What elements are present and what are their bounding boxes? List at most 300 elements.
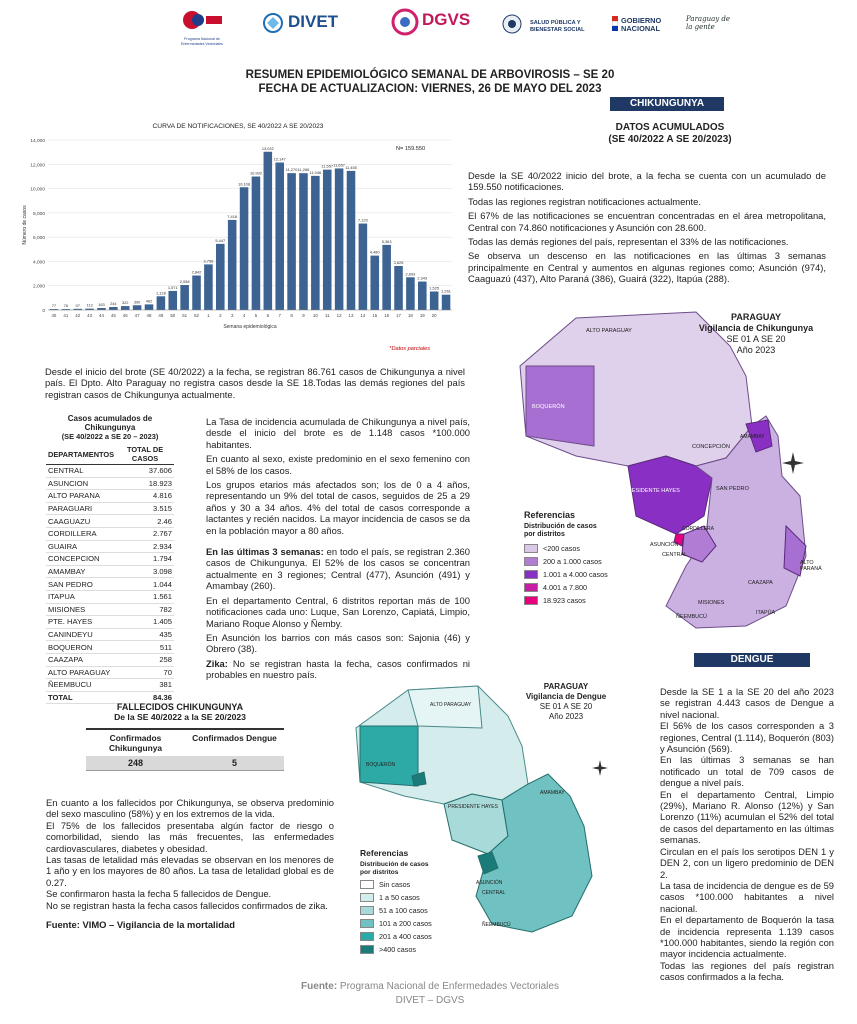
bar-data-label: 5,447 <box>215 237 226 243</box>
chart-annotation: N= 159.550 <box>396 146 426 152</box>
dengue-label-boq: BOQUERÓN <box>366 762 396 768</box>
x-tick-label: 10 <box>312 313 318 318</box>
chik-label-itap: ITAPÚA <box>756 610 776 616</box>
bar-data-label: 462 <box>145 298 153 304</box>
bar <box>252 177 261 310</box>
x-tick-label: 5 <box>254 313 258 318</box>
x-tick-label: 15 <box>372 313 378 318</box>
bar-data-label: 7,120 <box>358 217 368 223</box>
dengue-legend-item <box>360 917 460 930</box>
table-row <box>46 490 174 503</box>
chik-legend-label: 4.001 a 7.800 <box>543 583 587 592</box>
bar-data-label: 10,108 <box>238 181 251 187</box>
dengue-compass-icon <box>592 760 608 781</box>
fall-p5: No se registran hasta la fecha casos fallecidos confirmados de zika. <box>46 899 328 911</box>
bar <box>240 187 249 310</box>
gobierno-text: GOBIERNO NACIONAL <box>621 16 662 33</box>
fallecidos-title1: FALLECIDOS CHIKUNGUNYA <box>116 702 244 712</box>
datos-acumulados-text <box>468 170 826 288</box>
table-row <box>46 653 174 666</box>
x-tick-label: 48 <box>146 313 152 318</box>
dept-name: CONCEPCION <box>46 553 116 566</box>
chik-label-caaz: CAAZAPA <box>748 580 773 586</box>
chik-legend-swatch <box>524 583 538 592</box>
dept-total: 2.46 <box>116 515 174 528</box>
dengue-legend-sub: Distribución de casos por distritos <box>360 861 429 876</box>
mid-p2: En cuanto al sexo, existe predominio en el sexo femenino con el 58% de los casos. <box>206 453 470 476</box>
x-tick-label: 4 <box>242 313 246 318</box>
datos-p2: Todas las regiones registran notificaciones actualmente. <box>468 195 701 207</box>
dengue-label-cen: CENTRAL <box>482 890 506 896</box>
chik-label-cord: CORDILLERA <box>682 526 714 532</box>
dept-name: MISIONES <box>46 603 116 616</box>
dept-name: ALTO PARANA <box>46 490 116 503</box>
bar <box>442 295 451 310</box>
title-line-1: RESUMEN EPIDEMIOLÓGICO SEMANAL DE ARBOVIROSIS – SE 20 <box>245 69 615 81</box>
dept-total: 37.606 <box>116 465 174 478</box>
table-row <box>46 590 174 603</box>
bar <box>382 245 391 310</box>
dengue-p7: En el departamento de Boquerón la tasa de incidencia representa 1.139 casos *100.000 habitantes, siendo la región con mayor incidencia actualmente. <box>660 914 834 960</box>
table-row <box>46 679 174 692</box>
x-tick-label: 14 <box>360 313 366 318</box>
bar <box>418 282 427 310</box>
bar-data-label: 2,058 <box>179 279 190 285</box>
dengue-map-title3: SE 01 A SE 20 <box>539 702 593 711</box>
chik-map-title2: Vigilancia de Chikungunya <box>698 323 814 333</box>
fallecidos-col1: Confirmados Chikungunya <box>108 733 163 753</box>
dept-total: 18.923 <box>116 477 174 490</box>
bar <box>133 305 142 310</box>
dengue-p3: En las últimas 3 semanas se han notificado un total de 709 casos de dengue a nivel país. <box>660 754 834 789</box>
bar-data-label: 322 <box>121 300 129 306</box>
dept-name: SAN PEDRO <box>46 578 116 591</box>
dengue-p1: Desde la SE 1 a la SE 20 del año 2023 se registran 4.443 casos de Dengue a nivel nacional. <box>660 686 834 720</box>
mid-p4-bold: En las últimas 3 semanas: <box>206 546 324 558</box>
footer-fuente: Programa Nacional de Enfermedades Vectoriales <box>337 981 559 992</box>
dengue-legend-item <box>360 943 460 956</box>
fallecidos-col2: Confirmados Dengue <box>192 733 277 743</box>
chik-legend-item <box>524 594 644 607</box>
mid-p1: La Tasa de incidencia acumulada de Chikungunya a nivel país, desde el inicio del brote es de 1.148 casos *100.000 habitantes. <box>206 416 470 450</box>
chik-legend-label: <200 casos <box>543 544 580 553</box>
x-tick-label: 13 <box>348 313 354 318</box>
chik-label-ap: ALTO PARANÁ <box>800 560 822 572</box>
dengue-p4: En el departamento Central, Limpio (29%), Mariano R. Alonso (12%) y San Lorenzo (11%) acumulan el 52% del total de casos del departamento en las últimas semanas. <box>660 788 834 846</box>
casos-table-title2: (SE 40/2022 a SE 20 – 2023) <box>61 432 159 441</box>
dept-name: GUAIRA <box>46 540 116 553</box>
dengue-text <box>660 686 834 983</box>
table-row <box>46 515 174 528</box>
y-tick-label: 2,000 <box>32 284 45 290</box>
dengue-p8: Todas las regiones del país registran casos confirmados a la fecha. <box>660 959 834 983</box>
middle-text <box>206 416 470 684</box>
x-tick-label: 43 <box>87 313 93 318</box>
dept-total: 511 <box>116 641 174 654</box>
x-tick-label: 50 <box>170 313 176 318</box>
bar-data-label: 97 <box>75 302 80 308</box>
fallecidos-v1: 248 <box>127 758 144 768</box>
paraguay-de-la-gente: Paraguay de la gente <box>686 15 731 31</box>
dengue-label-alto: ALTO PARAGUAY <box>430 702 472 708</box>
chik-legend-item <box>524 568 644 581</box>
dengue-legend-label: >400 casos <box>379 945 416 955</box>
x-tick-label: 3 <box>230 313 234 318</box>
dept-name: AMAMBAY <box>46 565 116 578</box>
y-tick-label: 6,000 <box>32 236 45 242</box>
bar <box>430 291 439 310</box>
bar <box>287 173 296 310</box>
dengue-legend-title: Referencias <box>360 848 409 858</box>
bar-data-label: 1,571 <box>167 284 178 290</box>
x-tick-label: 52 <box>194 313 199 318</box>
bar <box>311 176 320 310</box>
chik-legend-swatch <box>524 596 538 605</box>
dengue-p5: Circulan en el país los serotipos DEN 1 y DEN 2, con un ligero predominio de DEN 2. <box>660 845 834 880</box>
dept-name: CAAGUAZU <box>46 515 116 528</box>
gobierno-flag <box>612 16 618 32</box>
dengue-legend-swatch <box>360 932 374 941</box>
table-row <box>46 553 174 566</box>
dgvs-logo <box>390 8 420 41</box>
bar-data-label: 5,363 <box>381 238 392 244</box>
datos-p1: Desde la SE 40/2022 inicio del brote, a la fecha se cuenta con un acumulado de 159.550 notificaciones. <box>468 170 826 193</box>
bar-data-label: 2,693 <box>405 271 416 277</box>
bar-data-label: 3,756 <box>203 258 214 264</box>
x-tick-label: 1 <box>207 313 210 318</box>
chik-summary-text: Desde el inicio del brote (SE 40/2022) a la fecha, se registran 86.761 casos de Chikungunya a nivel país. El Dpto. Alto Paraguay no registra casos desde la SE 18.Todas las demás regiones del país registran casos de Chikungunya actualmente. <box>45 366 465 400</box>
dept-total: 2.934 <box>116 540 174 553</box>
fallecidos-v2: 5 <box>231 758 237 768</box>
chik-legend-label: 18.923 casos <box>543 596 586 605</box>
chik-label-amam: AMAMBAY <box>740 434 765 440</box>
dept-total: 1.405 <box>116 616 174 629</box>
x-tick-label: 7 <box>278 313 281 318</box>
chik-legend-sub: Distribución de casos por distritos <box>524 523 597 538</box>
dengue-label-asu: ASUNCIÓN <box>476 880 503 886</box>
footer-line2: DIVET – DGVS <box>395 995 465 1006</box>
dengue-legend-item <box>360 930 460 943</box>
dept-name: ÑEEMBUCU <box>46 679 116 692</box>
bar <box>168 291 177 310</box>
dengue-legend-swatch <box>360 945 374 954</box>
chik-label-cen: CENTRAL <box>662 552 688 558</box>
dengue-map-boqueron <box>360 726 418 786</box>
dengue-tag: DENGUE <box>694 653 810 667</box>
y-tick-label: 8,000 <box>32 211 45 217</box>
chik-map-title1: PARAGUAY <box>730 312 781 322</box>
dept-total: 3.098 <box>116 565 174 578</box>
dengue-label-amam: AMAMBAY <box>540 790 565 796</box>
dept-total: 2.767 <box>116 527 174 540</box>
fall-p2: El 75% de los fallecidos presentaba algún factor de riesgo o comorbilidad, siendo las más frecuentes, las enfermedades cardiovasculares, diabetes y obesidad. <box>46 819 334 854</box>
chik-legend-swatch <box>524 570 538 579</box>
bar <box>180 285 189 310</box>
mid-p3: Los grupos etarios más afectados son; los de 0 a 4 años, representando un 9% del total de casos, seguidos de 25 a 29 años y 30 a 34 años. 4% del total de casos corresponde a lactantes y recién nacidos. La mayor incidencia de casos se da en la población mayor a 80 años. <box>206 479 470 536</box>
bar <box>394 266 403 310</box>
y-tick-label: 12,000 <box>30 163 45 169</box>
bar <box>370 256 379 310</box>
dept-total: 4.816 <box>116 490 174 503</box>
fallecidos-title2: De la SE 40/2022 a la SE 20/2023 <box>114 712 246 722</box>
bar-data-label: 2,343 <box>417 275 428 281</box>
bar-data-label: 11,266 <box>297 167 310 173</box>
bar-data-label: 77 <box>51 303 57 309</box>
report-title <box>170 68 690 96</box>
fall-p3: Las tasas de letalidad más elevadas se observan en los menores de 1 año y en los mayores de 80 años. La tasa de letalidad global es de 0.27. <box>46 854 334 888</box>
dept-name: CANINDEYU <box>46 628 116 641</box>
dengue-legend-swatch <box>360 919 374 928</box>
dengue-label-neem: ÑEEMBUCÚ <box>482 922 511 928</box>
table-row <box>46 603 174 616</box>
bar-data-label: 76 <box>63 303 68 309</box>
fall-fuente: Fuente: VIMO – Vigilancia de la mortalidad <box>46 919 235 931</box>
fallecidos-text <box>46 797 334 933</box>
casos-table <box>46 444 174 704</box>
dept-total: 1.044 <box>116 578 174 591</box>
dengue-legend-label: 101 a 200 casos <box>379 919 432 929</box>
dept-name: CORDILLERA <box>46 527 116 540</box>
table-row <box>46 666 174 679</box>
bar <box>264 152 273 310</box>
chik-label-alto: ALTO PARAGUAY <box>586 328 632 334</box>
fallecidos-table <box>86 728 284 771</box>
notifications-chart <box>18 118 458 358</box>
chik-map-title <box>686 312 826 356</box>
chik-legend-title: Referencias <box>524 510 576 520</box>
table-row <box>46 578 174 591</box>
datos-title-1: DATOS ACUMULADOS <box>615 122 725 133</box>
dengue-legend-label: 201 a 400 casos <box>379 932 432 942</box>
chik-map-title4: Año 2023 <box>736 345 776 355</box>
chik-legend-label: 1.001 a 4.000 casos <box>543 570 608 579</box>
x-tick-label: 41 <box>63 313 69 318</box>
x-tick-label: 51 <box>182 313 188 318</box>
dengue-map-title <box>506 682 626 722</box>
bar-data-label: 2,842 <box>191 269 202 275</box>
mid-p4 <box>206 546 470 592</box>
dept-name: CAAZAPA <box>46 653 116 666</box>
bar <box>145 304 154 310</box>
dept-name: PTE. HAYES <box>46 616 116 629</box>
x-tick-label: 12 <box>336 313 342 318</box>
bar-data-label: 11,557 <box>321 163 334 169</box>
bar-data-label: 10,992 <box>249 170 262 176</box>
x-tick-label: 49 <box>158 313 164 318</box>
chik-legend-item <box>524 542 644 555</box>
x-axis-label: Semana epidemiológica <box>223 324 277 330</box>
bar <box>216 244 225 310</box>
bar <box>299 173 308 310</box>
x-tick-label: 47 <box>134 313 140 318</box>
datos-p3: El 67% de las notificaciones se encuentran concentradas en el área metropolitana, Central con 74.860 notificaciones y Asunción con 28.600. <box>468 210 826 233</box>
dengue-legend-item <box>360 878 460 891</box>
fall-p1: En cuanto a los fallecidos por Chikungunya, se observa predominio del sexo masculino (58%) y en los extremos de la vida. <box>46 797 334 820</box>
x-tick-label: 45 <box>110 313 116 318</box>
col-total: TOTAL DE CASOS <box>116 444 174 465</box>
bar-data-label: 11,046 <box>309 169 322 175</box>
bar-data-label: 113 <box>86 302 93 308</box>
dgvs-text: DGVS <box>422 10 471 29</box>
bar <box>359 224 368 310</box>
bar <box>157 296 166 310</box>
x-tick-label: 40 <box>51 313 57 318</box>
bar-data-label: 163 <box>98 302 105 308</box>
bar <box>323 170 332 310</box>
dept-total: 1.794 <box>116 553 174 566</box>
dengue-map-title2: Vigilancia de Dengue <box>525 692 607 701</box>
y-tick-label: 10,000 <box>30 187 45 193</box>
datos-p4: Todas las demás regiones del país, representan el 33% de las notificaciones. <box>468 236 789 248</box>
chikungunya-tag: CHIKUNGUNYA <box>610 97 724 111</box>
chik-label-asu: ASUNCIÓN <box>650 542 679 548</box>
casos-table-title1: Casos acumulados de Chikungunya <box>67 414 153 432</box>
dengue-legend-item <box>360 904 460 917</box>
chart-footnote: *Datos parciales <box>389 346 430 352</box>
bar-data-label: 1,525 <box>429 285 440 291</box>
chik-label-mis: MISIONES <box>698 600 725 606</box>
y-axis-label: Número de casos <box>22 205 28 245</box>
table-row <box>46 641 174 654</box>
dengue-legend-label: 1 a 50 casos <box>379 893 420 903</box>
total-value: 84.36 <box>116 691 174 704</box>
table-row <box>46 465 174 478</box>
bar <box>275 163 284 310</box>
x-tick-label: 44 <box>99 313 104 318</box>
dept-name: ITAPUA <box>46 590 116 603</box>
table-row <box>46 477 174 490</box>
bar-data-label: 390 <box>133 299 141 305</box>
dengue-p6: La tasa de incidencia de dengue es de 59 casos *100.000 habitantes a nivel nacional. <box>660 879 834 914</box>
chik-legend-swatch <box>524 544 538 553</box>
dept-name: CENTRAL <box>46 465 116 478</box>
chik-legend-swatch <box>524 557 538 566</box>
bar-data-label: 1,128 <box>156 290 166 296</box>
dengue-map <box>352 676 652 955</box>
chik-legend <box>524 510 644 607</box>
bar <box>335 168 344 310</box>
table-row <box>46 540 174 553</box>
x-tick-label: 16 <box>384 313 390 318</box>
fallecidos-block <box>80 702 280 771</box>
table-row <box>46 502 174 515</box>
bar <box>406 277 415 310</box>
mid-p6: En Asunción los barrios con más casos son: Sajonia (46) y Obrero (38). <box>206 631 470 655</box>
chik-legend-item <box>524 555 644 568</box>
dengue-legend <box>360 848 460 956</box>
bar <box>204 264 213 310</box>
dengue-map-title1: PARAGUAY <box>543 682 589 691</box>
dept-total: 1.561 <box>116 590 174 603</box>
bar <box>192 275 201 310</box>
chik-label-sp: SAN PEDRO <box>716 486 749 492</box>
x-tick-label: 20 <box>431 313 437 318</box>
x-tick-label: 9 <box>302 313 305 318</box>
ministerio-text: SALUD PÚBLICA Y BIENESTAR SOCIAL <box>530 20 585 33</box>
chik-label-pte: PRESIDENTE HAYES <box>624 488 680 494</box>
x-tick-label: 8 <box>290 313 293 318</box>
divet-logo <box>262 12 284 39</box>
y-tick-label: 0 <box>42 309 45 314</box>
bar-data-label: 3,626 <box>393 259 404 265</box>
fall-p4: Se confirmaron hasta la fecha 5 fallecidos de Dengue. <box>46 888 272 900</box>
dengue-label-pte: PRESIDENTE HAYES <box>448 804 498 810</box>
bar <box>121 306 130 310</box>
datos-acumulados-heading <box>580 122 760 146</box>
dengue-legend-swatch <box>360 880 374 889</box>
bar-data-label: 4,480 <box>369 249 380 255</box>
chik-legend-label: 200 a 1.000 casos <box>543 557 602 566</box>
dengue-legend-item <box>360 891 460 904</box>
mid-p7-text: No se registran hasta la fecha, casos confirmados ni probables en nuestro país. <box>206 657 470 681</box>
dept-total: 70 <box>116 666 174 679</box>
datos-p5: Se observa un descenso en las notificaciones en las últimas 3 semanas principalmente en Central y aumentos en algunas regiones como; Asunción (974), Caaguazú (437), Alto Paraná (386), Guairá (322), Itapúa (288). <box>468 250 826 285</box>
x-tick-label: 11 <box>324 313 330 318</box>
compass-icon <box>782 452 804 479</box>
bar-data-label: 11,270 <box>285 167 298 173</box>
bar <box>228 220 237 310</box>
footer <box>200 980 660 1008</box>
x-tick-label: 46 <box>122 313 128 318</box>
x-tick-label: 42 <box>75 313 81 318</box>
divet-text: DIVET <box>288 12 339 31</box>
dengue-legend-swatch <box>360 906 374 915</box>
dengue-p2: El 56% de los casos corresponden a 3 regiones, Central (1.114), Boquerón (803) y Asunción (569). <box>660 720 834 755</box>
footer-fuente-label: Fuente: <box>301 981 338 992</box>
bar-data-label: 1,261 <box>441 288 451 294</box>
x-tick-label: 17 <box>396 313 401 318</box>
dept-name: ALTO PARAGUAY <box>46 666 116 679</box>
dengue-map-title4: Año 2023 <box>548 712 584 721</box>
mid-p4-text: en todo el país, se registran 2.360 casos de Chikungunya. El 52% de los casos se concentran actualmente en 3 regiones; Central (477), Asunción (491) y Amambay (260). <box>206 546 470 592</box>
casos-table-block <box>46 414 174 704</box>
x-tick-label: 2 <box>219 313 222 318</box>
x-tick-label: 18 <box>407 313 413 318</box>
dept-total: 782 <box>116 603 174 616</box>
dengue-legend-label: 51 a 100 casos <box>379 906 428 916</box>
mid-p7-bold: Zika: <box>206 657 228 669</box>
chik-summary <box>45 366 465 403</box>
bar-data-label: 11,657 <box>333 162 345 168</box>
chik-label-neem: ÑEEMBUCÚ <box>676 614 707 620</box>
bar <box>109 307 118 310</box>
bar <box>347 171 356 310</box>
chart-title: CURVA DE NOTIFICACIONES, SE 40/2022 A SE 20/2023 <box>152 123 324 130</box>
title-line-2: FECHA DE ACTUALIZACION: VIERNES, 26 DE MAYO DEL 2023 <box>258 83 602 95</box>
dept-name: BOQUERON <box>46 641 116 654</box>
total-label: TOTAL <box>46 691 116 704</box>
chik-legend-item <box>524 581 644 594</box>
table-row <box>46 628 174 641</box>
bar-data-label: 11,455 <box>345 164 357 170</box>
pnev-logo: Programa Nacional de Enfermedades Vectoriales <box>178 8 226 44</box>
bar-data-label: 7,418 <box>227 213 238 219</box>
x-tick-label: 6 <box>266 313 270 318</box>
bar-data-label: 244 <box>110 301 117 307</box>
ministerio-logo <box>500 14 524 39</box>
mid-p5: En el departamento Central, 6 distritos reportan más de 100 notificaciones cada uno: Luque, San Lorenzo, Capiatá, Limpio, Mariano Roque Alonso y Ñemby. <box>206 594 470 629</box>
y-tick-label: 14,000 <box>30 139 45 144</box>
col-departamentos: DEPARTAMENTOS <box>46 444 116 465</box>
chik-label-conc: CONCEPCIÓN <box>692 444 730 450</box>
y-tick-label: 4,000 <box>32 260 45 266</box>
datos-title-2: (SE 40/2022 A SE 20/2023) <box>608 134 732 145</box>
dept-total: 3.515 <box>116 502 174 515</box>
chik-map-title3: SE 01 A SE 20 <box>726 334 786 344</box>
footer-line1 <box>200 980 660 994</box>
chik-label-boq: BOQUERÓN <box>532 404 565 410</box>
chart-svg <box>18 118 458 358</box>
